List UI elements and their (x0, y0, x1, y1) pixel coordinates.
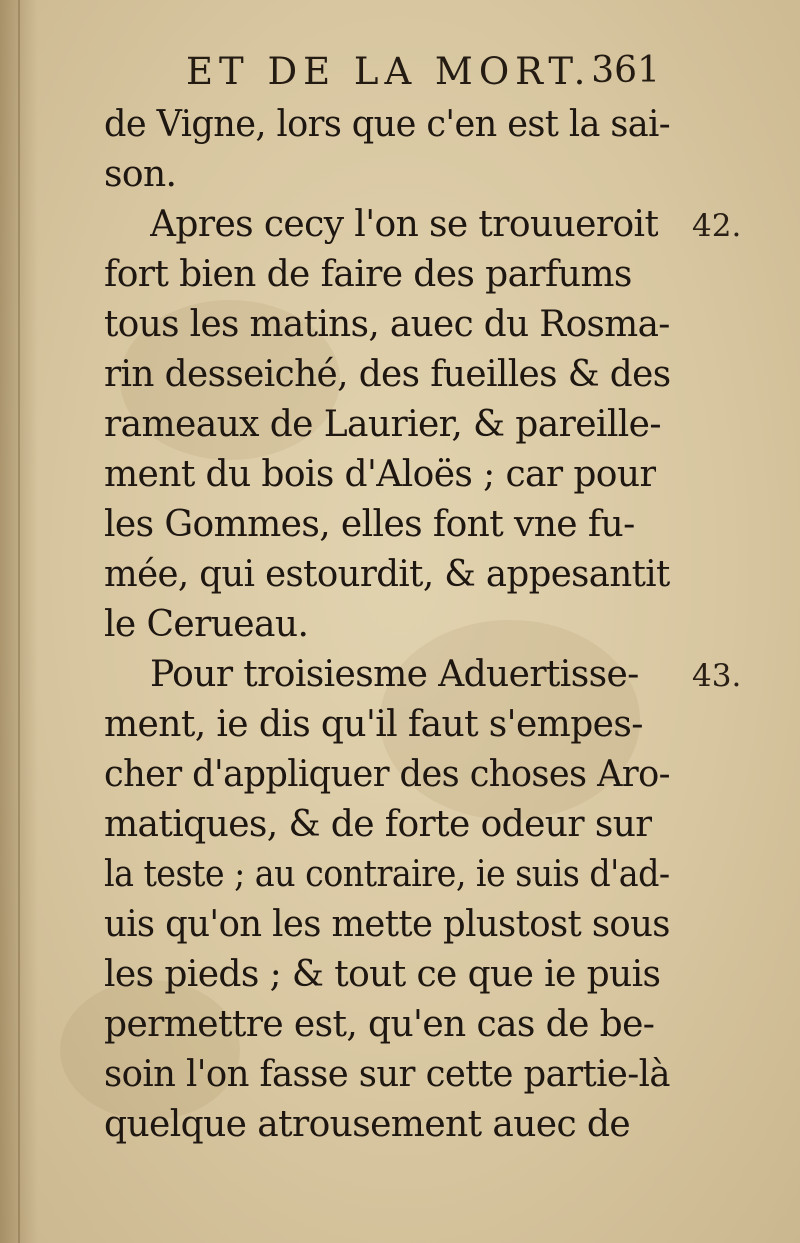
page-edge (18, 0, 20, 1243)
page-header (186, 48, 666, 100)
text-line: permettre est, qu'en cas de be- (104, 1004, 655, 1045)
text-line: la teste ; au contraire, ie suis d'ad- (104, 854, 670, 895)
text-line: les Gommes, elles font vne fu- (104, 504, 635, 545)
text-line: de Vigne, lors que c'en est la sai- (104, 104, 671, 145)
text-line: rameaux de Laurier, & pareille- (104, 404, 661, 445)
running-head: ET DE LA MORT. (186, 50, 592, 93)
text-line: son. (104, 154, 177, 195)
text-line: le Cerueau. (104, 604, 309, 645)
margin-note: 42. (692, 208, 742, 244)
text-line: fort bien de faire des parfums (104, 254, 632, 295)
text-line: ment, ie dis qu'il faut s'empes- (104, 704, 643, 745)
text-line: Pour troisiesme Aduertisse- (150, 654, 639, 695)
text-line: quelque atrousement auec de (104, 1104, 631, 1145)
text-line: ment du bois d'Aloës ; car pour (104, 454, 657, 495)
page-number: 361 (591, 50, 660, 91)
text-line: matiques, & de forte odeur sur (104, 804, 652, 845)
text-line: mée, qui estourdit, & appesantit (104, 554, 670, 595)
margin-note: 43. (692, 658, 742, 694)
text-line: les pieds ; & tout ce que ie puis (104, 954, 661, 995)
text-line: rin desseiché, des fueilles & des (104, 354, 671, 395)
text-line: cher d'appliquer des choses Aro- (104, 754, 670, 795)
text-line: Apres cecy l'on se trouueroit (150, 204, 659, 245)
text-line: tous les matins, auec du Rosma- (104, 304, 670, 345)
body-text (104, 100, 670, 1160)
text-line: uis qu'on les mette plustost sous (104, 904, 670, 945)
text-line: soin l'on fasse sur cette partie-là (104, 1054, 670, 1095)
